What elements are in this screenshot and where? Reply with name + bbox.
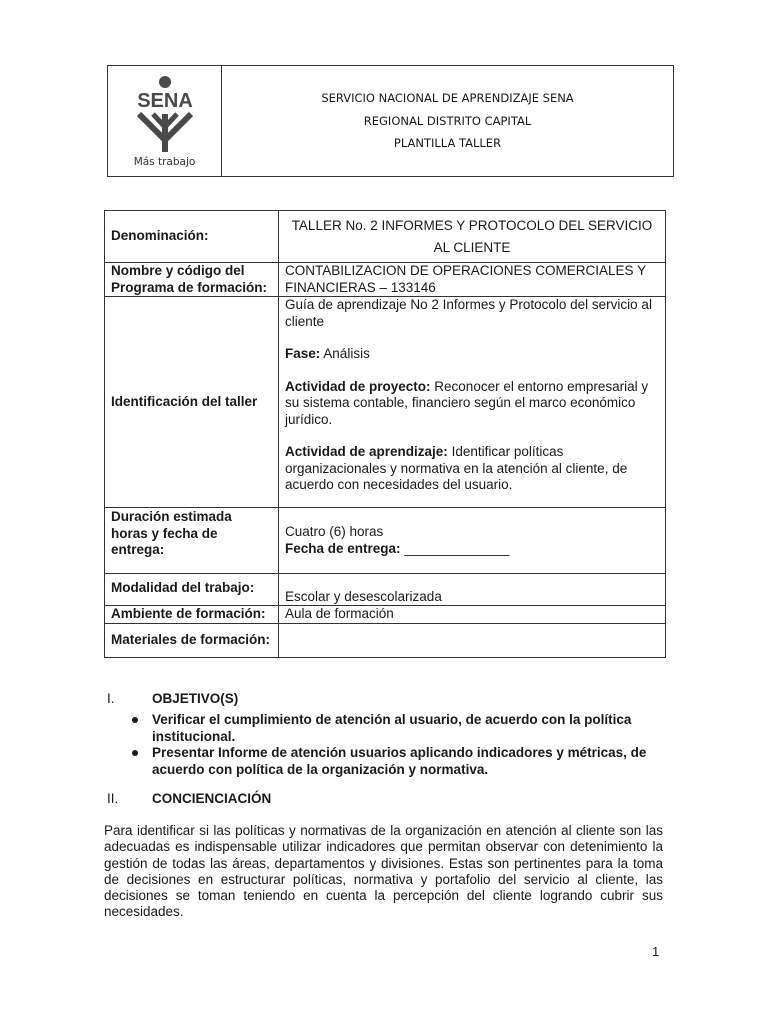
duracion-value-cell (279, 508, 666, 574)
objetivos-list (128, 712, 663, 778)
ambiente-value: Aula de formación (279, 606, 666, 624)
sena-logo-icon (125, 74, 205, 154)
concienciacion-paragraph: Para identificar si las políticas y normativas de la organización en atención al cliente son las adecuadas es indispensable utilizar indicadores que permitan observar con detenimiento la gestión de todas las áreas, departamentos y divisiones. Estas son pertinentes para la toma de decisiones en estructurar políticas, normativa y portafolio del servicio al cliente, las decisiones se toman teniendo en cuenta la percepción del cliente logrando cubrir sus necesidades. (104, 823, 663, 920)
row-programa (105, 263, 666, 297)
actividad-proyecto-label: Actividad de proyecto: (285, 378, 431, 394)
guia-text: Guía de aprendizaje No 2 Informes y Protocolo del servicio al cliente (285, 297, 652, 329)
header-line-template: PLANTILLA TALLER (393, 136, 502, 151)
row-modalidad (105, 574, 666, 606)
header-line-institution: SERVICIO NACIONAL DE APRENDIZAJE SENA (321, 91, 574, 106)
actividad-aprendizaje-label: Actividad de aprendizaje: (285, 444, 448, 459)
modalidad-value: Escolar y desescolarizada (279, 574, 666, 606)
sena-logo (108, 66, 222, 176)
identificacion-label: Identificación del taller (105, 297, 279, 508)
list-item: Presentar Informe de atención usuarios aplicando indicadores y métricas, de acuerdo con política de la organización y normativa. (128, 745, 663, 778)
ambiente-label: Ambiente de formación: (105, 606, 279, 624)
concienciacion-number: II. (107, 791, 119, 806)
header-line-regional: REGIONAL DISTRITO CAPITAL (363, 113, 532, 128)
materiales-value (279, 624, 666, 658)
document-header (107, 65, 674, 177)
programa-value: CONTABILIZACION DE OPERACIONES COMERCIALES Y FINANCIERAS – 133146 (279, 263, 666, 297)
row-duracion (105, 508, 666, 574)
actividad-aprendizaje-value: Identificar políticas organizacionales y normativa en la atención al cliente, de acuerdo con necesidades del usuario. (285, 444, 628, 492)
programa-label: Nombre y código del Programa de formación: (105, 263, 279, 297)
fase-label: Fase: (285, 346, 321, 361)
fecha-entrega (285, 541, 659, 558)
denominacion-value: TALLER No. 2 INFORMES Y PROTOCOLO DEL SERVICIO AL CLIENTE (279, 211, 666, 263)
actividad-aprendizaje (285, 444, 659, 494)
modalidad-label: Modalidad del trabajo: (105, 574, 279, 606)
fase (285, 346, 659, 363)
logo-wordmark: SENA (136, 90, 193, 112)
duracion-label: Duración estimada horas y fecha de entrega: (105, 508, 279, 574)
materiales-label: Materiales de formación: (105, 624, 279, 658)
duracion-value: Cuatro (6) horas (285, 524, 384, 539)
fecha-value: ______________ (404, 540, 510, 556)
concienciacion-heading: CONCIENCIACIÓN (152, 791, 272, 806)
row-identificacion (105, 297, 666, 508)
page-number: 1 (652, 944, 660, 959)
logo-tagline: Más trabajo (133, 156, 196, 168)
denominacion-label: Denominación: (105, 211, 279, 263)
row-materiales (105, 624, 666, 658)
actividad-proyecto (285, 379, 659, 429)
actividad-proyecto-value: Reconocer el entorno empresarial y su sistema contable, financiero según el marco económico jurídico. (285, 378, 649, 427)
workshop-info-table (104, 210, 666, 658)
identificacion-value (279, 297, 666, 508)
fecha-label: Fecha de entrega: (285, 540, 401, 556)
header-titles (222, 66, 673, 176)
list-item: Verificar el cumplimiento de atención al usuario, de acuerdo con la política institucional. (128, 712, 663, 745)
fase-value: Análisis (323, 346, 370, 361)
objetivo-heading: OBJETIVO(S) (152, 691, 239, 706)
row-ambiente (105, 606, 666, 624)
row-denominacion (105, 211, 666, 263)
objetivo-number: I. (107, 691, 115, 706)
